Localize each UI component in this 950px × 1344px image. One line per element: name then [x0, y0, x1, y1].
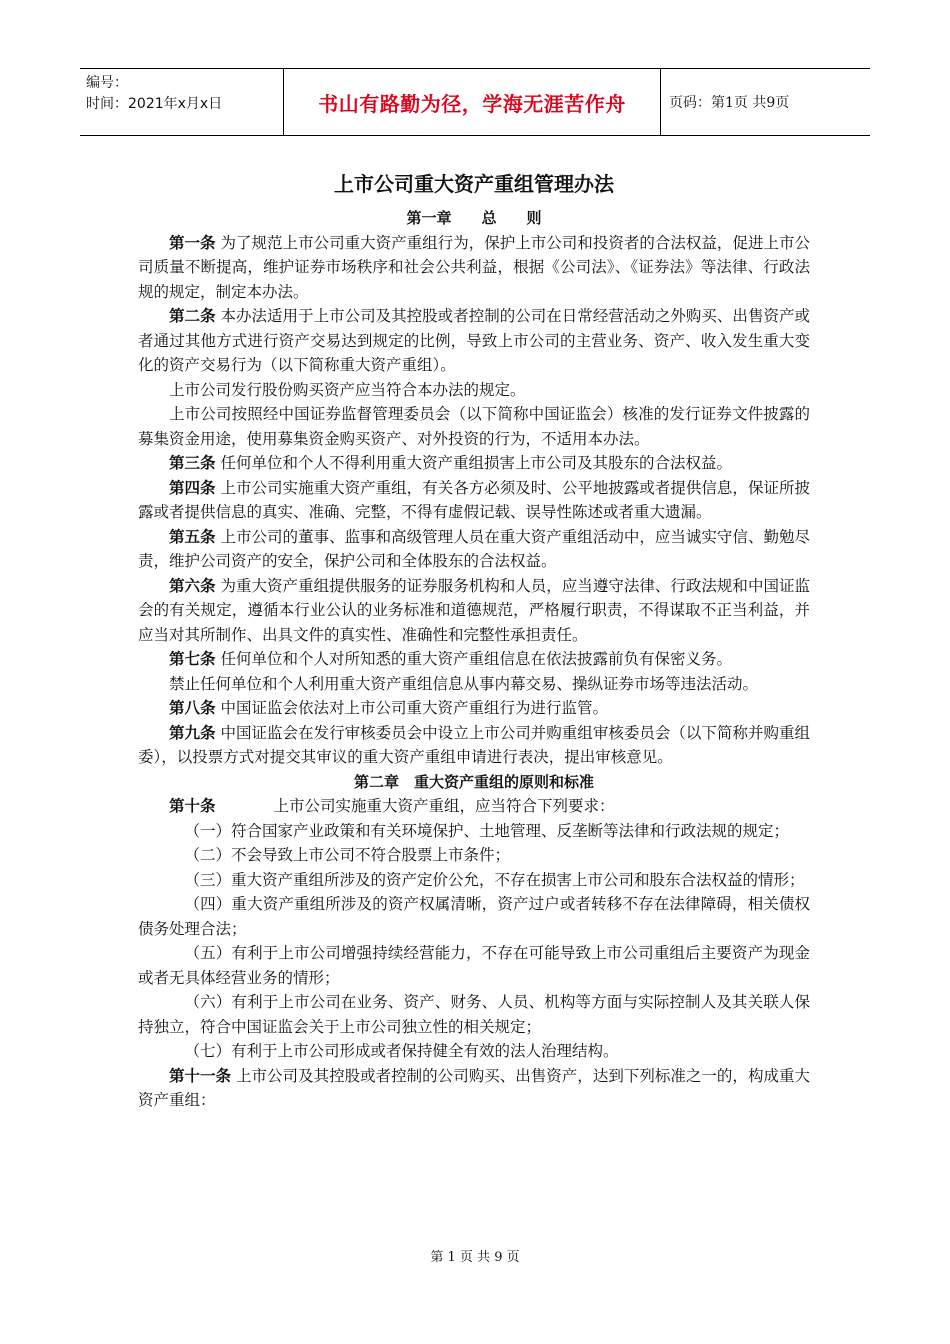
header-meta	[80, 69, 283, 135]
list-item: （一）符合国家产业政策和有关环境保护、土地管理、反垄断等法律和行政法规的规定；	[184, 821, 790, 840]
article-text: 任何单位和个人对所知悉的重大资产重组信息在依法披露前负有保密义务。	[220, 650, 732, 668]
article-label: 第九条	[169, 723, 216, 742]
article-1	[138, 231, 810, 305]
list-item: （六）有利于上市公司在业务、资产、财务、人员、机构等方面与实际控制人及其关联人保持独立，符合中国证监会关于上市公司独立性的相关规定；	[138, 993, 810, 1036]
article-2	[138, 304, 810, 378]
header-motto: 书山有路勤为径，学海无涯苦作舟	[283, 69, 661, 135]
article-label: 第八条	[169, 699, 216, 717]
chapter-heading-2: 第二章 重大资产重组的原则和标准	[353, 772, 594, 791]
article-9	[138, 721, 810, 770]
article-text: 任何单位和个人不得利用重大资产重组损害上市公司及其股东的合法权益。	[220, 454, 732, 472]
paragraph: 上市公司按照经中国证券监督管理委员会（以下简称中国证监会）核准的发行证券文件披露的募集资金用途，使用募集资金购买资产、对外投资的行为，不适用本办法。	[138, 405, 810, 448]
article-10	[138, 794, 810, 819]
article-8	[138, 696, 810, 721]
article-text: 中国证监会在发行审核委员会中设立上市公司并购重组审核委员会（以下简称并购重组委），以投票方式对提交其审议的重大资产重组申请进行表决，提出审核意见。	[138, 723, 810, 766]
article-4	[138, 476, 810, 525]
page-footer: 第 1 页 共 9 页	[430, 1250, 520, 1265]
article-11	[138, 1064, 810, 1113]
article-text: 为了规范上市公司重大资产重组行为，保护上市公司和投资者的合法权益，促进上市公司质量不断提高，维护证券市场秩序和社会公共利益，根据《公司法》、《证券法》等法律、行政法规的规定，制定本办法。	[138, 233, 810, 301]
article-label: 第一条	[169, 233, 216, 252]
article-7	[138, 647, 810, 672]
article-text: 中国证监会依法对上市公司重大资产重组行为进行监管。	[220, 699, 608, 717]
paragraph: 禁止任何单位和个人利用重大资产重组信息从事内幕交易、操纵证券市场等违法活动。	[169, 674, 759, 693]
document-title: 上市公司重大资产重组管理办法	[334, 172, 614, 196]
article-text: 上市公司的董事、监事和高级管理人员在重大资产重组活动中，应当诚实守信、勤勉尽责，维护公司资产的安全，保护公司和全体股东的合法权益。	[138, 527, 810, 570]
list-item: （三）重大资产重组所涉及的资产定价公允，不存在损害上市公司和股东合法权益的情形；	[184, 870, 805, 889]
article-label: 第七条	[169, 650, 216, 668]
article-3	[138, 451, 810, 476]
number-label: 编号：	[86, 75, 128, 91]
article-label: 第五条	[169, 527, 216, 546]
article-text: 为重大资产重组提供服务的证券服务机构和人员，应当遵守法律、行政法规和中国证监会的有关规定，遵循本行业公认的业务标准和道德规范，严格履行职责，不得谋取不正当利益，并应当对其所制作、出具文件的真实性、准确性和完整性承担责任。	[138, 576, 810, 644]
header-page-info: 页码：第1页 共9页	[669, 95, 790, 111]
article-label: 第三条	[169, 454, 216, 472]
article-label: 第二条	[169, 307, 216, 325]
article-label: 第四条	[169, 478, 216, 497]
article-text: 上市公司实施重大资产重组，有关各方必须及时、公平地披露或者提供信息，保证所披露或者提供信息的真实、准确、完整，不得有虚假记载、误导性陈述或者重大遗漏。	[138, 478, 810, 521]
document-body	[138, 170, 810, 1113]
article-label: 第十一条	[169, 1066, 232, 1085]
article-6	[138, 574, 810, 648]
article-text: 上市公司及其控股或者控制的公司购买、出售资产，达到下列标准之一的，构成重大资产重组：	[138, 1066, 810, 1109]
page-header	[80, 68, 870, 136]
list-item: （四）重大资产重组所涉及的资产权属清晰，资产过户或者转移不存在法律障碍，相关债权债务处理合法；	[138, 895, 810, 938]
time-label: 时间：2021年x月x日	[86, 96, 223, 112]
list-item: （七）有利于上市公司形成或者保持健全有效的法人治理结构。	[184, 1042, 619, 1060]
article-text: 上市公司实施重大资产重组，应当符合下列要求：	[273, 797, 615, 815]
chapter-heading-1: 第一章 总 则	[406, 209, 542, 227]
article-text: 本办法适用于上市公司及其控股或者控制的公司在日常经营活动之外购买、出售资产或者通过其他方式进行资产交易达到规定的比例，导致上市公司的主营业务、资产、收入发生重大变化的资产交易行为（以下简称重大资产重组）。	[138, 307, 810, 374]
article-5	[138, 525, 810, 574]
list-item: （二）不会导致上市公司不符合股票上市条件；	[184, 846, 511, 864]
list-item: （五）有利于上市公司增强持续经营能力，不存在可能导致上市公司重组后主要资产为现金或者无具体经营业务的情形；	[138, 944, 810, 987]
paragraph: 上市公司发行股份购买资产应当符合本办法的规定。	[169, 380, 526, 399]
article-label: 第十条	[169, 797, 216, 815]
article-label: 第六条	[169, 576, 216, 595]
